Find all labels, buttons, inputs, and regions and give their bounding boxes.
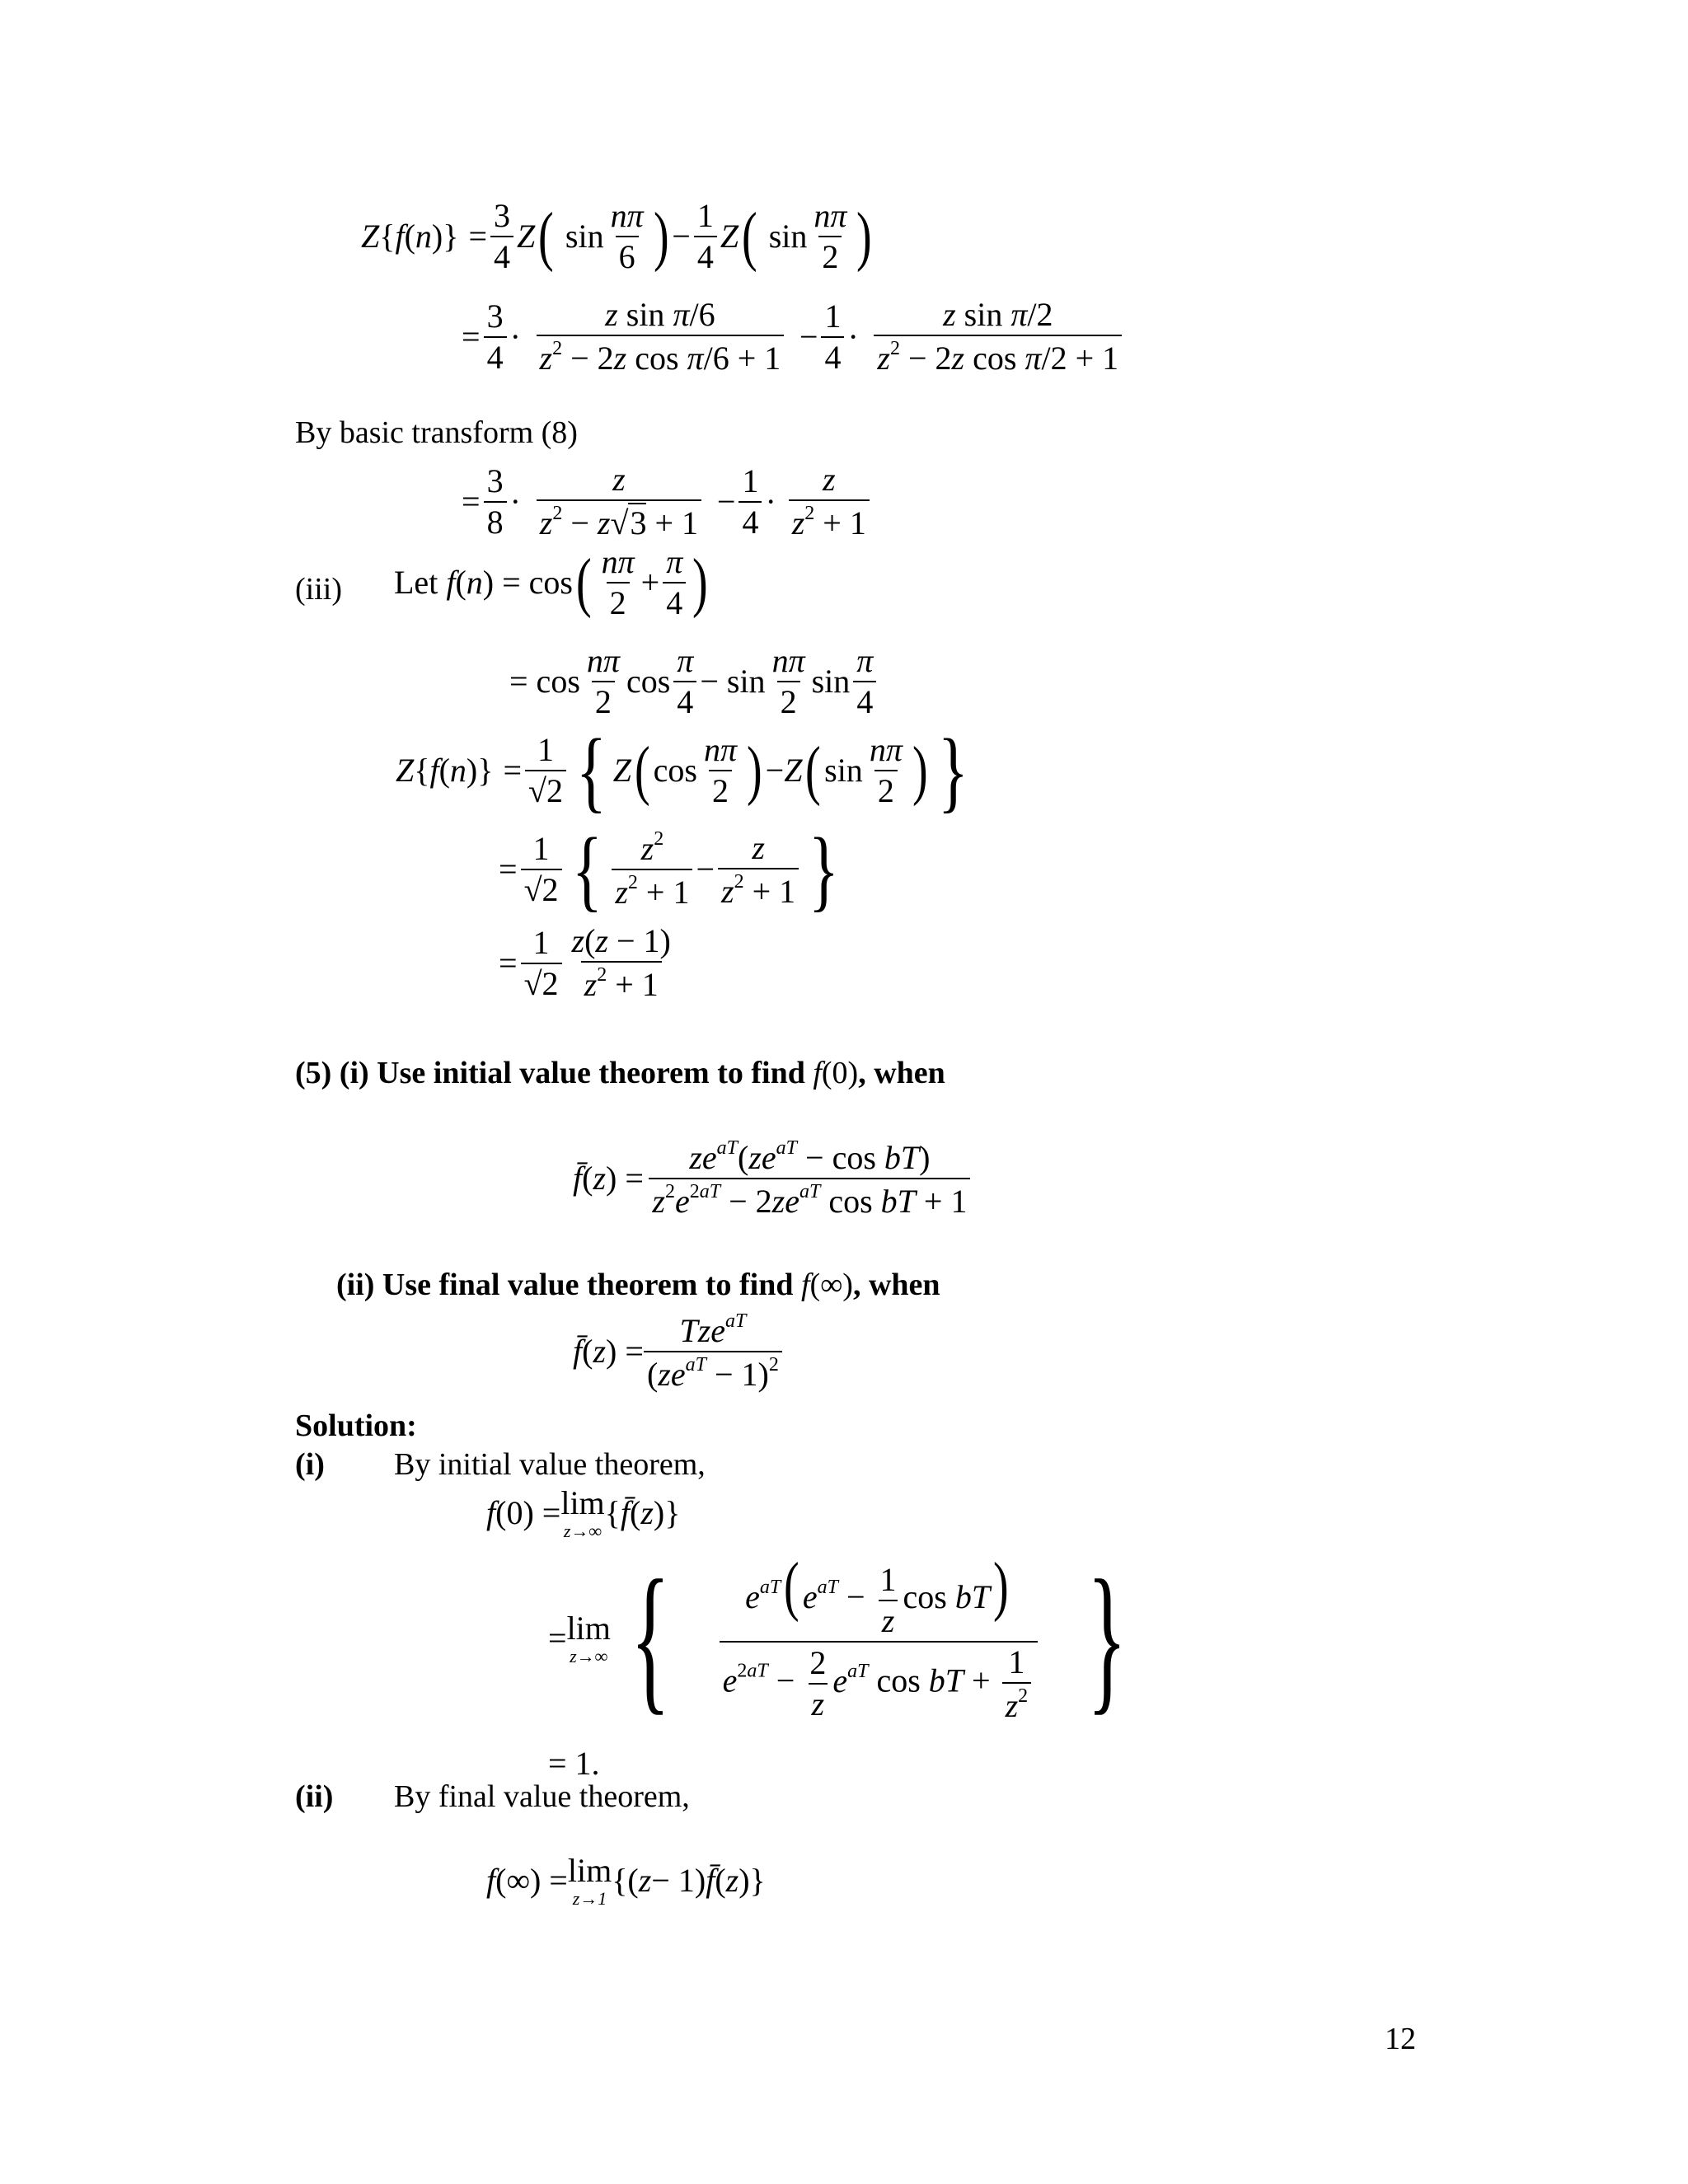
equation-z-transform-cos: Z { f ( n )} = $\frac{1}{√2}$ { Z ( cos $\frac{n\pi}{2}$ ) − Z ( sin $\frac{n\pi}{2}$ ) }: [396, 720, 968, 821]
solution-heading: Solution:: [295, 1408, 417, 1443]
text-by-basic-transform: By basic transform (8): [295, 415, 578, 450]
equation-basic-transform-result: = $\frac{3}{8}$ · $\frac{z}{z^2 - z√3 + 1}$ − $\frac{1}{4}$ · $\frac{z}{z^2 + 1}$: [462, 462, 882, 541]
equation-finf-limit: f (∞) = lim z→1 {( z − 1) f̄ ( z )}: [486, 1852, 766, 1909]
label-ii: (ii): [295, 1779, 334, 1814]
equation-cos-expanded: = cos $\frac{n\pi}{2}$ cos $\frac{\pi}{4}$ − sin $\frac{n\pi}{2}$ sin $\frac{\pi}{4}$: [509, 643, 879, 720]
equation-fbar-z-final: f̄ ( z ) = $\frac{Tze^{aT}}{(ze^{aT} - 1)^2}$: [573, 1310, 782, 1393]
text-problem5-ii: (ii) Use final value theorem to find: [336, 1268, 794, 1302]
equation-cos-result: = $\frac{1}{√2}$ $\frac{z(z - 1)}{z^2 + 1}$: [499, 922, 671, 1003]
equation-fbar-z-initial: f̄ ( z ) = $\frac{ze^{aT}(ze^{aT} - \cos bT)}{z^2e^{2aT} - 2ze^{aT} \cos bT + 1}$: [573, 1137, 976, 1220]
problem-5-i-heading: (5) (i) Use initial value theorem to find f(0), when: [295, 1056, 945, 1090]
page-number: 12: [1385, 2022, 1416, 2056]
text-let: Let: [394, 564, 438, 601]
equation-f0-limit: f (0) = lim z→∞ { f̄ ( z )}: [486, 1484, 681, 1541]
text-by-final-value-theorem: By final value theorem,: [394, 1779, 690, 1814]
text-when-1: , when: [858, 1056, 945, 1090]
equation-z-transform-sine: Z { f ( n )} = $\frac{3}{4}$ Z ( sin $\frac{n\pi}{6}$ ) − $\frac{1}{4}$ Z ( sin $\frac{n\pi}{2}$ ): [361, 197, 873, 275]
equation-cos-step2: = $\frac{1}{√2}$ { $\frac{z^2}{z^2 + 1}$ − $\frac{z}{z^2 + 1}$ }: [499, 819, 840, 920]
equation-f0-expanded: = lim z→∞ { $e^{aT}(e^{aT}$ − $\frac{1}{z}$ cos bT) $e^{2aT}$ − $\frac{2}{z}$ $e^{aT}$ cos bT + $\frac{1}{z^2}$ }: [548, 1547, 1127, 1730]
equation-sine-expanded: = $\frac{3}{4}$ · $\frac{\text{z sin π/6}}{z^2 - 2z \cos \pi/6 + 1}$ − $\frac{1}{4}$ · $\frac{\text{z sin π/2}}{z^2 - 2z \cos \pi/2 + 1}$: [462, 297, 1137, 377]
problem-5-ii-heading: (ii) Use final value theorem to find f(∞), when: [336, 1268, 940, 1302]
text-by-initial-value-theorem: By initial value theorem,: [394, 1447, 706, 1482]
label-i: (i): [295, 1447, 325, 1482]
text-problem5-i: (5) (i) Use initial value theorem to find: [295, 1056, 805, 1090]
equation-let-f-cos: Let f ( n ) = cos ( $\frac{n\pi}{2}$ + $\frac{\pi}{4}$ ): [394, 543, 708, 621]
equation-f0-result: = 1.: [548, 1745, 600, 1782]
text-when-2: , when: [852, 1268, 940, 1302]
label-iii: (iii): [295, 572, 342, 607]
